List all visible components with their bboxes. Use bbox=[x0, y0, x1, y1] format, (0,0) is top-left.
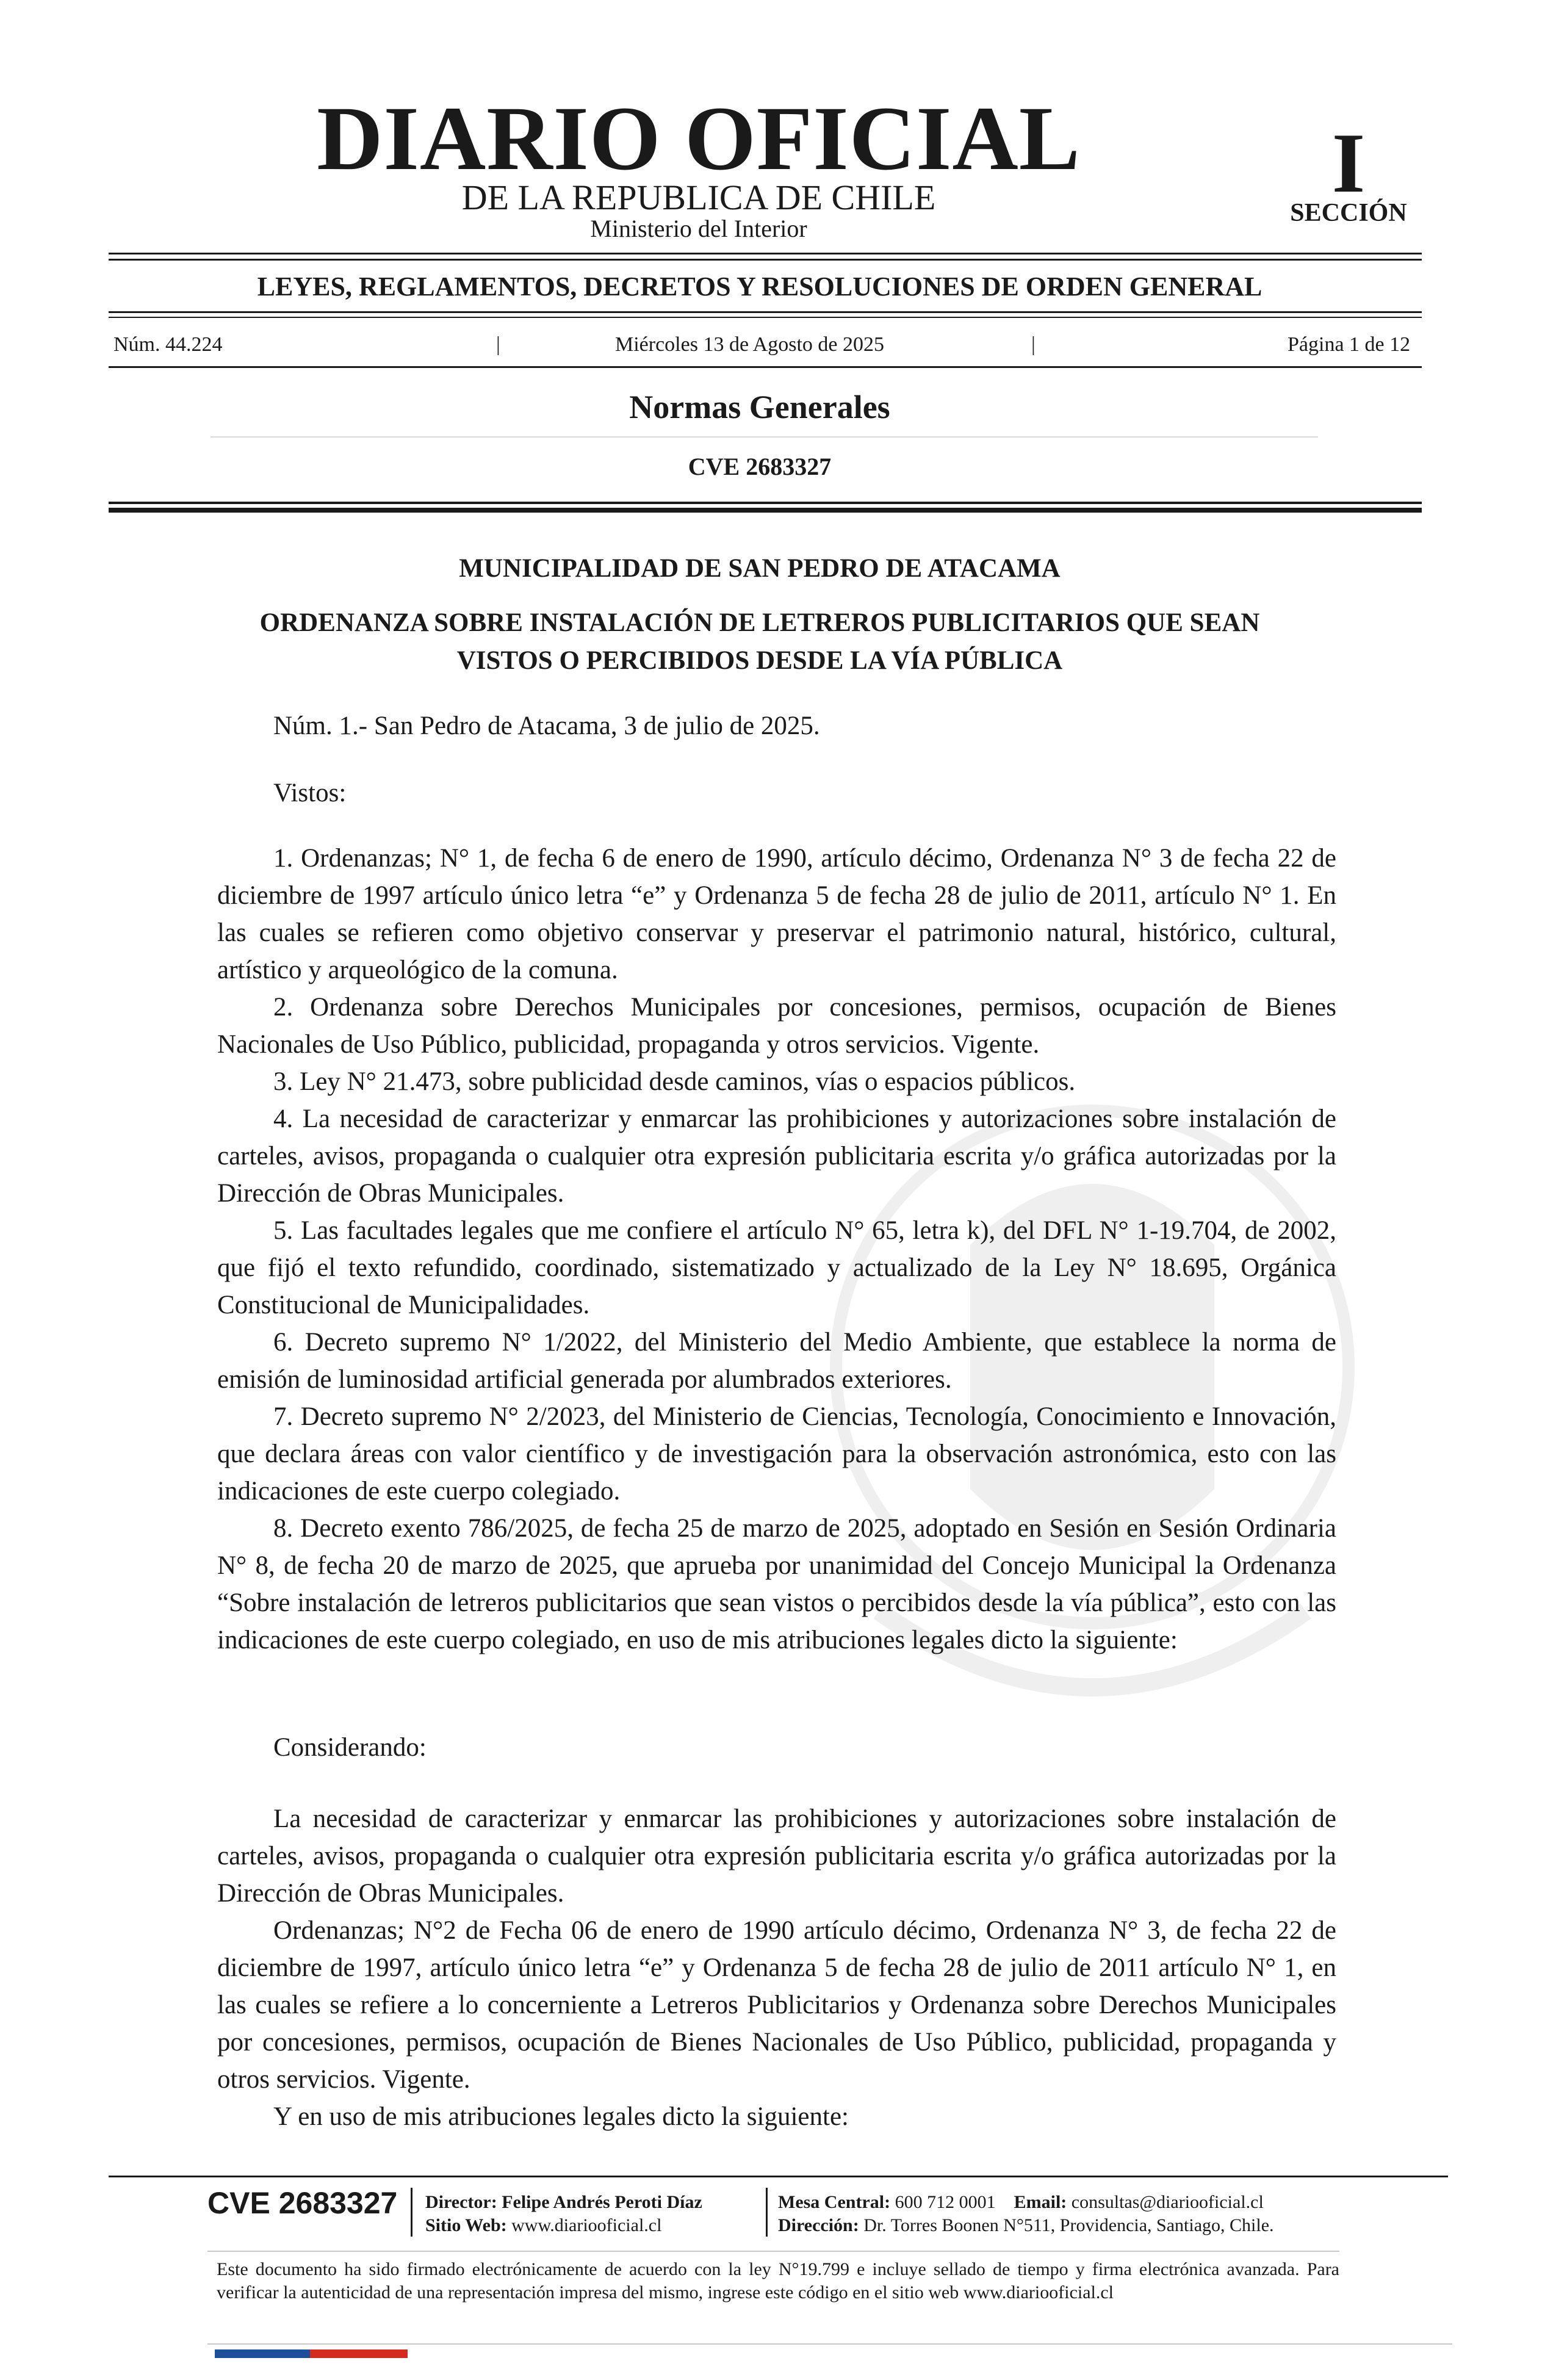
issuing-entity: MUNICIPALIDAD DE SAN PEDRO DE ATACAMA bbox=[459, 554, 1061, 583]
cve-code: CVE 2683327 bbox=[688, 453, 832, 480]
issue-date: Miércoles 13 de Agosto de 2025 bbox=[615, 333, 884, 356]
newspaper-title: DIARIO OFICIAL bbox=[317, 88, 1081, 189]
masthead-rule-bottom bbox=[109, 259, 1422, 261]
considerando-list bbox=[217, 1800, 1336, 2135]
normas-thin-rule bbox=[211, 436, 1318, 438]
address-text: Dr. Torres Boonen N°511, Providencia, Santiago, Chile. bbox=[863, 2215, 1274, 2235]
director-label: Director: bbox=[425, 2192, 497, 2212]
footer-contact-block bbox=[778, 2191, 1274, 2237]
section-label: SECCIÓN bbox=[1290, 199, 1407, 227]
masthead-rule-top bbox=[109, 253, 1422, 254]
vistos-item: 2. Ordenanza sobre Derechos Municipales por concesiones, permisos, ocupación de Bienes Nacionales de Uso Público, publicidad, propaganda y otros servicios. Vigente. bbox=[217, 993, 1336, 1059]
vistos-item: 6. Decreto supremo N° 1/2022, del Ministerio del Medio Ambiente, que establece la norma de emisión de luminosidad artificial generada por alumbrados exteriores. bbox=[217, 1328, 1336, 1394]
vistos-item: 7. Decreto supremo N° 2/2023, del Ministerio de Ciencias, Tecnología, Conocimiento e Innovación, que declara áreas con valor científico y de investigación para la observación astronómica, esto con las indicaciones de este cuerpo colegiado. bbox=[217, 1402, 1336, 1506]
address-label: Dirección: bbox=[778, 2215, 859, 2235]
vistos-list bbox=[217, 840, 1336, 1659]
footer-divider bbox=[411, 2188, 412, 2237]
flag-stripe-red bbox=[310, 2349, 408, 2358]
cve-rule-top bbox=[109, 502, 1422, 504]
email-label: Email: bbox=[1014, 2192, 1067, 2212]
vistos-item: 1. Ordenanzas; N° 1, de fecha 6 de enero de 1990, artículo décimo, Ordenanza N° 3 de fecha 22 de diciembre de 1997 artículo único letra “e” y Ordenanza 5 de fecha 28 de julio de 2011, artículo N° 1. En las cuales se refieren como objetivo conservar y preservar el patrimonio natural, histórico, cultural, artístico y arqueológico de la comuna. bbox=[217, 844, 1336, 984]
meta-separator: | bbox=[1031, 333, 1036, 356]
web-label: Sitio Web: bbox=[425, 2215, 507, 2235]
phone-number: 600 712 0001 bbox=[895, 2192, 996, 2212]
email-link[interactable]: consultas@diariooficial.cl bbox=[1071, 2192, 1264, 2212]
vistos-item: 3. Ley N° 21.473, sobre publicidad desde caminos, vías o espacios públicos. bbox=[273, 1067, 1076, 1096]
considerando-label: Considerando: bbox=[273, 1733, 427, 1762]
vistos-item: 4. La necesidad de caracterizar y enmarcar las prohibiciones y autorizaciones sobre instalación de carteles, avisos, propaganda o cualquier otra expresión publicitaria escrita y/o gráfica autorizadas por la Dirección de Obras Municipales. bbox=[217, 1105, 1336, 1208]
section-band: LEYES, REGLAMENTOS, DECRETOS Y RESOLUCIONES DE ORDEN GENERAL bbox=[257, 272, 1262, 301]
meta-rule bbox=[109, 366, 1422, 368]
considerando-item: Ordenanzas; N°2 de Fecha 06 de enero de 1990 artículo décimo, Ordenanza N° 3, de fecha 22 de diciembre de 1997, artículo único letra “e” y Ordenanza 5 de fecha 28 de julio de 2011 artículo N° 1, en las cuales se refiere a lo concerniente a Letreros Publicitarios y Ordenanza sobre Derechos Municipales por concesiones, permisos, ocupación de Bienes Nacionales de Uso Público, publicidad, propaganda y otros servicios. Vigente. bbox=[217, 1916, 1336, 2094]
legal-notice: Este documento ha sido firmado electrónicamente de acuerdo con la ley N°19.799 e incluye sellado de tiempo y firma electrónica avanzada. Para verificar la autenticidad de una representación impresa del mismo, ingrese este código en el sitio web www.diariooficial.cl bbox=[217, 2259, 1339, 2302]
footer-cve-code: CVE 2683327 bbox=[207, 2186, 398, 2220]
ministry-label: Ministerio del Interior bbox=[590, 215, 807, 242]
footer-director-block bbox=[425, 2191, 702, 2237]
band-rule-bottom bbox=[109, 317, 1422, 318]
footer-rule bbox=[109, 2176, 1448, 2177]
considerando-item: Y en uso de mis atribuciones legales dicto la siguiente: bbox=[273, 2102, 849, 2131]
mesa-label: Mesa Central: bbox=[778, 2192, 891, 2212]
footer-bottom-rule bbox=[207, 2343, 1452, 2345]
footer-thin-rule bbox=[207, 2251, 1339, 2252]
website-link[interactable]: www.diariooficial.cl bbox=[511, 2215, 662, 2235]
flag-stripe-blue bbox=[215, 2349, 310, 2358]
band-rule-top bbox=[109, 311, 1422, 313]
cve-rule-bottom bbox=[109, 508, 1422, 513]
vistos-item: 5. Las facultades legales que me confiere el artículo N° 65, letra k), del DFL N° 1-19.704, de 2002, que fijó el texto refundido, coordinado, sistematizado y actualizado de la Ley N° 18.695, Orgánica Constitucional de Municipalidades. bbox=[217, 1216, 1336, 1319]
director-name: Felipe Andrés Peroti Díaz bbox=[502, 2192, 702, 2212]
considerando-item: La necesidad de caracterizar y enmarcar las prohibiciones y autorizaciones sobre instalación de carteles, avisos, propaganda o cualquier otra expresión publicitaria escrita y/o gráfica autorizadas por la Dirección de Obras Municipales. bbox=[217, 1805, 1336, 1908]
document-heading: ORDENANZA SOBRE INSTALACIÓN DE LETREROS PUBLICITARIOS QUE SEAN VISTOS O PERCIBIDOS DESDE LA VÍA PÚBLICA bbox=[259, 608, 1260, 675]
issue-number: Núm. 44.224 bbox=[113, 333, 223, 356]
vistos-item: 8. Decreto exento 786/2025, de fecha 25 de marzo de 2025, adoptado en Sesión en Sesión Ordinaria N° 8, de fecha 20 de marzo de 2025, que aprueba por unanimidad del Concejo Municipal la Ordenanza “Sobre instalación de letreros publicitarios que sean vistos o percibidos desde la vía pública”, esto con las indicaciones de este cuerpo colegiado, en uso de mis atribuciones legales dicto la siguiente: bbox=[217, 1514, 1336, 1654]
vistos-label: Vistos: bbox=[273, 779, 347, 807]
footer-divider bbox=[766, 2188, 768, 2237]
decree-number-line: Núm. 1.- San Pedro de Atacama, 3 de julio de 2025. bbox=[273, 712, 820, 740]
page-indicator: Página 1 de 12 bbox=[1288, 333, 1411, 356]
newspaper-subtitle: DE LA REPUBLICA DE CHILE bbox=[461, 178, 936, 217]
meta-separator: | bbox=[496, 333, 500, 356]
section-heading: Normas Generales bbox=[629, 389, 890, 425]
section-number: I bbox=[1331, 116, 1366, 211]
